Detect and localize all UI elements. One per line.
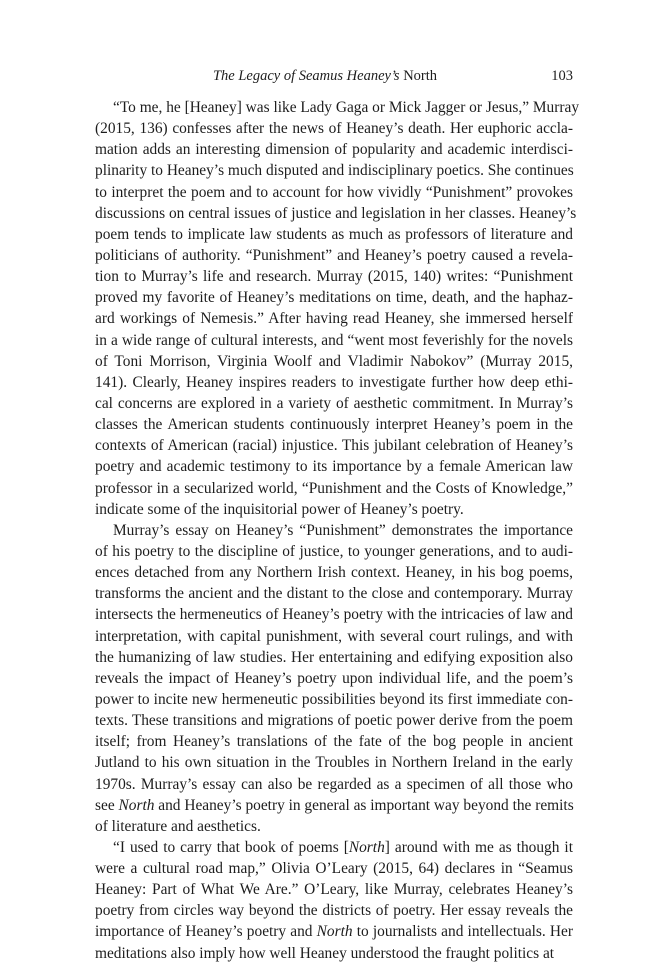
text-line [77,604,573,625]
line-text: cal concerns are explored in a variety of aesthetic commitment. In Murray’s [95,394,573,412]
line-text: see [95,796,119,814]
text-line [77,710,573,731]
text-line [77,752,573,773]
line-text: ard workings of Nemesis.” After having read Heaney, she immersed herself [95,310,573,328]
body-text [77,97,580,964]
text-line [77,160,573,181]
line-text: and Heaney’s poetry in general as important way beyond the remits [154,796,574,814]
line-text: professor in a secularized world, “Punishment and the Costs of Knowledge,” [95,479,573,497]
line-text: reveals the impact of Heaney’s poetry upon individual life, and the poem’s [95,669,573,687]
line-text: in a wide range of cultural interests, and “went most feverishly for the novels [95,331,573,349]
line-text: Jutland to his own situation in the Troubles in Northern Ireland in the early [95,754,573,772]
text-line [77,118,573,139]
line-text: ences detached from any Northern Irish context. Heaney, in his bog poems, [95,564,573,582]
line-text: of his poetry to the discipline of justice, to younger generations, and to audi- [95,542,573,560]
line-text: power to incite new hermeneutic possibilities beyond its first immediate con- [95,690,573,708]
line-text: itself; from Heaney’s translations of the fate of the bog people in ancient [95,733,573,751]
line-text: of Toni Morrison, Virginia Woolf and Vladimir Nabokov” (Murray 2015, [95,352,573,370]
text-line [77,900,573,921]
line-text: of literature and aesthetics. [95,817,261,835]
line-text: “I used to carry that book of poems [ [113,838,349,856]
text-line [77,626,573,647]
line-text: importance of Heaney’s poetry and [95,923,317,941]
running-head [77,66,573,86]
line-text: poem tends to implicate law students as much as professors of literature and [95,225,573,243]
text-line [77,541,573,562]
text-line [77,879,573,900]
line-text: texts. These transitions and migrations of poetic power derive from the poem [95,712,573,730]
line-text: 1970s. Murray’s essay can also be regarded as a specimen of all those who [95,775,573,793]
line-text: to interpret the poem and to account for how vividly “Punishment” provokes [95,183,573,201]
line-text: were a cultural road map,” Olivia O’Leary (2015, 64) declares in “Seamus [95,860,573,878]
italic-title: North [118,796,155,814]
text-line [77,308,573,329]
text-line [77,562,573,583]
text-line [77,520,573,541]
text-line [77,774,573,795]
text-line [77,795,573,816]
line-text: (2015, 136) confesses after the news of Heaney’s death. Her euphoric accla- [95,120,573,138]
text-line [77,435,573,456]
text-line [77,816,573,837]
line-text: contexts of American (racial) injustice. This jubilant celebration of Heaney’s [95,437,573,455]
page-number: 103 [551,68,573,84]
text-line [77,921,573,942]
line-text: meditations also imply how well Heaney understood the fraught politics at [95,944,555,962]
running-title-work: North [403,68,438,84]
text-line [77,668,573,689]
line-text: 141). Clearly, Heaney inspires readers to investigate further how deep ethi- [95,373,573,391]
text-line [77,456,573,477]
text-line [77,330,573,351]
italic-title: North [348,838,385,856]
line-text: Heaney: Part of What We Are.” O’Leary, like Murray, celebrates Heaney’s [95,881,573,899]
line-text: intersects the hermeneutics of Heaney’s poetry with the intricacies of law and [95,606,573,624]
paragraph [77,520,573,837]
text-line [77,182,573,203]
line-text: mation adds an interesting dimension of popularity and academic interdisci- [95,141,573,159]
text-line [77,731,573,752]
line-text: Murray’s essay on Heaney’s “Punishment” demonstrates the importance [113,521,573,539]
text-line [77,287,573,308]
text-line [77,203,577,224]
line-text: to journalists and intellectuals. Her [352,923,573,941]
line-text: poetry from circles way beyond the districts of poetry. Her essay reveals the [95,902,573,920]
line-text: indicate some of the inquisitorial power of Heaney’s poetry. [95,500,464,518]
text-line [77,414,573,435]
line-text: proved my favorite of Heaney’s meditations on time, death, and the haphaz- [95,289,573,307]
line-text: the humanizing of law studies. Her entertaining and edifying exposition also [95,648,573,666]
line-text: plinarity to Heaney’s much disputed and indisciplinary poetics. She continues [95,162,574,180]
running-title-text: The Legacy of Seamus Heaney’s [212,68,400,84]
text-line [77,647,573,668]
line-text: discussions on central issues of justice and legislation in her classes. Heaney’s [95,204,577,222]
text-line [77,351,573,372]
line-text: ] around with me as though it [384,838,573,856]
line-text: classes the American students continuously interpret Heaney’s poem in the [95,416,573,434]
paragraph [77,97,580,520]
line-text: interpretation, with capital punishment, with several court rulings, and with [95,627,573,645]
text-line [77,837,573,858]
text-line [77,858,573,879]
text-line [77,689,573,710]
paragraph [77,837,573,964]
text-line [77,499,573,520]
text-line [77,393,573,414]
line-text: transforms the ancient and the distant to the close and contemporary. Murray [95,585,573,603]
text-line [77,943,573,964]
text-line [77,372,573,393]
text-line [77,224,573,245]
line-text: tion to Murray’s life and research. Murray (2015, 140) writes: “Punishment [95,268,573,286]
line-text: “To me, he [Heaney] was like Lady Gaga or Mick Jagger or Jesus,” Murray [113,99,580,116]
italic-title: North [316,923,353,941]
text-line [77,266,573,287]
text-line [77,245,573,266]
line-text: poetry and academic testimony to its importance by a female American law [95,458,573,476]
text-line [77,97,580,118]
text-line [77,139,573,160]
running-title [77,66,573,86]
text-line [77,478,573,499]
line-text: politicians of authority. “Punishment” and Heaney’s poetry caused a revela- [95,246,573,264]
text-line [77,583,573,604]
